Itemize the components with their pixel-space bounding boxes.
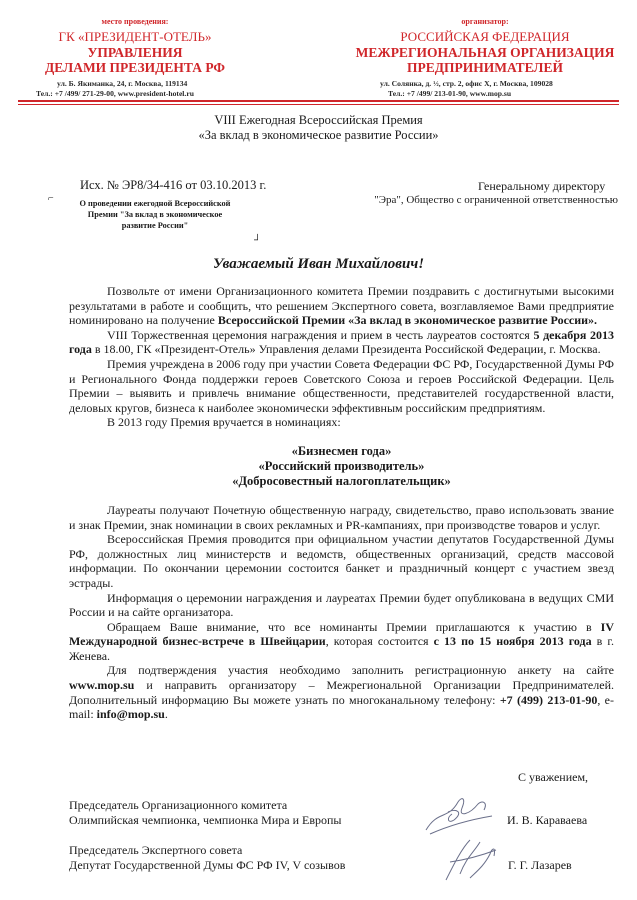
award-title-line1: VIII Ежегодная Всероссийская Премия [214, 113, 423, 127]
paragraph-2 [69, 328, 614, 357]
organizer-contacts: Тел.: +7 /499/ 213-01-90, www.mop.su [388, 89, 512, 98]
venue-line1: ГК «ПРЕЗИДЕНТ-ОТЕЛЬ» [58, 29, 212, 44]
signatory-1-name: И. В. Караваева [507, 813, 588, 827]
p2-text: VIII Торжественная церемония награждения и прием в честь лауреатов состоятся [107, 327, 534, 342]
subject-corner-bottom: ┘ [254, 235, 262, 246]
email-link[interactable]: info@mop.su [96, 707, 165, 722]
greeting: Уважаемый Иван Михайлович! [212, 256, 425, 272]
organizer-line1: РОССИЙСКАЯ ФЕДЕРАЦИЯ [400, 29, 570, 44]
p2-date: 5 декабря 2013 года [69, 327, 614, 357]
p1-award-name: Всероссийской Премии «За вклад в экономическое развитие России». [217, 313, 598, 328]
venue-caption: место проведения: [101, 17, 169, 26]
venue-contacts: Тел.: +7 /499/ 271-29-00, www.president-hotel.ru [36, 89, 194, 98]
paragraph-6: Всероссийская Премия проводится при официальном участии депутатов Государственной Думы РФ, должностных лиц министерств и ведомств, общественных организаций, средств массовой информации. По окончании церемонии состоится банкет и праздничный концерт с участием звезд эстрады. [69, 532, 614, 590]
p9-text: Для подтверждения участия необходимо заполнить регистрационную анкету на сайте [107, 663, 614, 678]
organizer-address: ул. Солянка, д. ½, стр. 2, офис X, г. Москва, 109028 [380, 79, 553, 88]
closing: С уважением, [518, 770, 589, 784]
subject-line2: Премии "За вклад в экономическое [87, 210, 223, 219]
subject-block [55, 198, 255, 231]
signature-2 [440, 834, 504, 886]
p1-text: Позвольте от имени Организационного комитета Премии поздравить с достигнутыми высокими результатами в работе и сообщить, что решением Экспертного совета, возглавляемое Вами предприятие номинировано на получение [69, 284, 614, 328]
venue-address: ул. Б. Якиманка, 24, г. Москва, 119134 [57, 79, 188, 88]
header-divider-bottom [18, 104, 619, 105]
venue-line2: УПРАВЛЕНИЯ [87, 45, 183, 60]
paragraph-7: Информация о церемонии награждения и лауреатах Премии будет опубликована в ведущих СМИ России и на сайте организатора. [69, 590, 614, 620]
paragraph-8 [69, 620, 614, 664]
p8-dates: с 13 по 15 ноября 2013 года [433, 634, 592, 649]
recipient-line1: Генеральному директору [478, 179, 606, 193]
paragraph-1 [69, 284, 614, 328]
outgoing-number: Исх. № ЭР8/34-416 от 03.10.2013 г. [80, 178, 267, 192]
paragraph-5: Лауреаты получают Почетную общественную награду, свидетельство, право использовать звание и знак Премии, знак номинации в своих рекламных и PR-кампаниях, при производстве товаров и услуг. [69, 502, 614, 532]
p8-text-end: в г. Женева. [69, 634, 614, 663]
p8-event: IV Международной бизнес-встрече в Швейцарии [69, 619, 614, 649]
p8-text-mid: , которая состоится [325, 634, 434, 649]
p9-email-label: , e-mail: [69, 692, 614, 722]
website-link[interactable]: www.mop.su [69, 678, 135, 693]
subject-line1: О проведении ежегодной Всероссийской [79, 199, 231, 208]
paragraph-9 [69, 663, 614, 721]
signature-1 [418, 790, 498, 838]
organizer-line3: ПРЕДПРИНИМАТЕЛЕЙ [407, 60, 563, 75]
p2-text-end: в 18.00, ГК «Президент-Отель» Управления делами Президента Российской Федерации, г. Москва. [91, 342, 601, 357]
signatory-1-title: Председатель Организационного комитета [69, 798, 288, 812]
nomination-item: «Российский производитель» [258, 458, 425, 473]
p8-text: Обращаем Ваше внимание, что все номинанты Премии приглашаются к участию в [107, 619, 601, 634]
signatory-2-title: Председатель Экспертного совета [69, 843, 243, 857]
subject-corner-top: ⌐ [48, 193, 54, 204]
organizer-line2: МЕЖРЕГИОНАЛЬНАЯ ОРГАНИЗАЦИЯ [355, 45, 615, 60]
nomination-item: «Бизнесмен года» [291, 443, 392, 458]
recipient-line2: "Эра", Общество с ограниченной ответственностью [374, 194, 618, 206]
signatory-2-name: Г. Г. Лазарев [508, 858, 572, 872]
organizer-caption: организатор: [461, 17, 509, 26]
award-title-line2: «За вклад в экономическое развитие России» [198, 128, 439, 142]
nomination-item: «Добросовестный налогоплательщик» [232, 473, 451, 488]
phone-number: +7 (499) 213-01-90 [499, 692, 598, 707]
letter-body [69, 284, 614, 722]
p9-text-mid: и направить организатору – Межрегиональной Организации Предпринимателей. Дополнительный информацию Вы можете узнать по многоканальному телефону: [69, 678, 614, 707]
signatory-1-subtitle: Олимпийская чемпионка, чемпионка Мира и Европы [69, 813, 342, 827]
paragraph-4: В 2013 году Премия вручается в номинациях: [107, 415, 341, 430]
p9-end: . [164, 707, 168, 722]
header-divider-top [18, 100, 619, 102]
signatory-2-subtitle: Депутат Государственной Думы ФС РФ IV, V созывов [69, 858, 346, 872]
subject-line3: развитие России" [121, 221, 189, 230]
paragraph-3: Премия учреждена в 2006 году при участии Совета Федерации ФС РФ, Государственной Думы РФ и Регионального Фонда поддержки героев Советского Союза и героев Российской Федерации. Цель Премии – выявить и привлечь внимание общественности, представителей государственной власти, деловых кругов, бизнеса к наиболее экономически эффективным российским предприятиям. [69, 356, 614, 415]
nominations-list [69, 444, 614, 489]
venue-line3: ДЕЛАМИ ПРЕЗИДЕНТА РФ [45, 60, 225, 75]
